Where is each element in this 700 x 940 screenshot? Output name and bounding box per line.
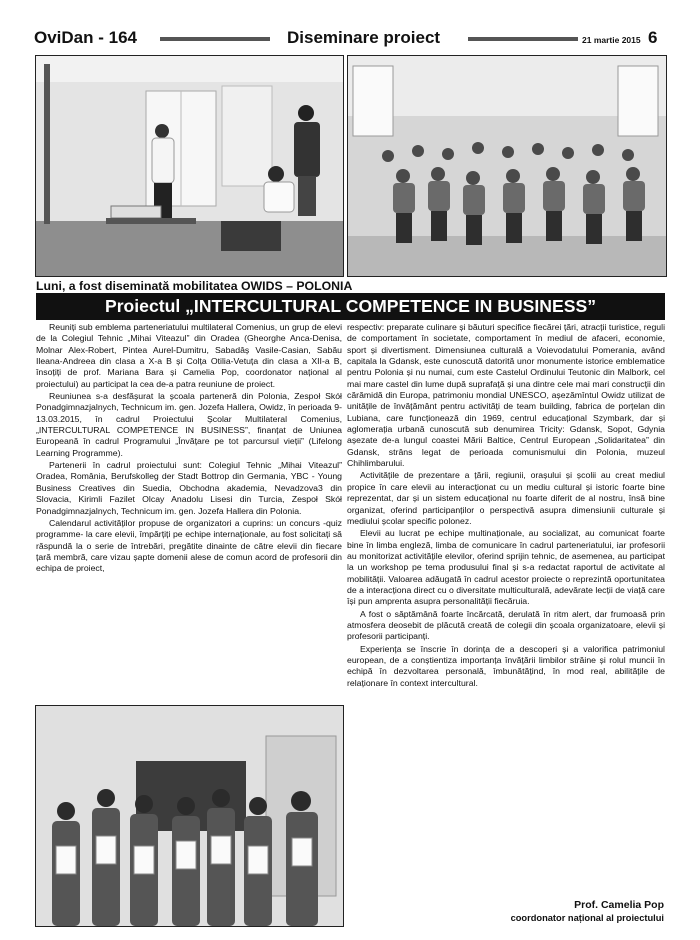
article-paragraph: Reuniunea s-a desfășurat la școala parteneră din Polonia, Zespoł Skół Ponadgimnazjalnych, Technicum im. gen. Jozefa Hallera, Owidz, în perioada 9-13.03.2015, în cadrul Proiectului Școlar Multilateral Comenius, „INTERCULTURAL COMPETENCE IN BUSINESS”, finanțat de Uniunea Europeană în cadrul Programului „Învățare pe tot parcursul vieții” (Lifelong Learning Programme). (36, 391, 342, 458)
header-rule-left (160, 37, 270, 41)
author-role: coordonator național al proiectului (510, 913, 664, 923)
article-paragraph: Reuniți sub emblema parteneriatului multilateral Comenius, un grup de elevi de la Colegiul Tehnic „Mihai Viteazul” din Oradea (Gheorghe Anca-Denisa, Molnar Alex-Robert, Pintea Aurel-Dumitru, Sabadâș Vasile-Casian, Sabău Ileana-Andreea din clasa a X-a B și Colța Otilia-Vetuța din clasa a XII-a B, însoțiți de prof. Mariana Bara și Camelia Pop, coordonator național al proiectului) au participat la cea de-a patra reuniune de proiect. (36, 322, 342, 389)
article-headline: Proiectul „INTERCULTURAL COMPETENCE IN BUSINESS” (36, 293, 665, 320)
article-paragraph: A fost o săptămână foarte încărcată, derulată în ritm alert, dar frumoasă prin atmosfera deosebit de plăcută creată de colegii din școala organizatoare, elevii și profesorii participanți. (347, 608, 665, 642)
photo-group-certificates (35, 705, 344, 927)
article-paragraph: Calendarul activităților propuse de organizatori a cuprins: un concurs -quiz programme- la care elevii, împărțiți pe echipe internaționale, au fost solicitați să răspundă la o serie de întrebări, pregătite dinainte de către elevii din fiecare țară membră, care vizau șapte domenii alese de comun acord de profesorii din echipa de proiect, (36, 517, 342, 574)
article-column-right (347, 322, 665, 690)
issue-date: 21 martie 2015 (582, 35, 641, 45)
newspaper-issue: OviDan - 164 (34, 28, 137, 47)
photo-classroom-presentation (35, 55, 344, 277)
article-paragraph: Partenerii în cadrul proiectului sunt: Colegiul Tehnic „Mihai Viteazul” Oradea, România, Berufskolleg der Stadt Bottrop din Germania, YBC - Young Business Creatives din Suedia, Obchodna akademia, Nevadzova3 din Slovacia, Kirimli Fazilet Olcay Anadolu Lisesi din Turcia, Zespoł Skół Ponadgimnazjalnych, Technicum im. gen. Jozefa Hallera din Polonia. (36, 460, 342, 516)
subheadline: Luni, a fost diseminată mobilitatea OWIDS – POLONIA (36, 279, 353, 293)
photo-audience (347, 55, 667, 277)
article-paragraph: respectiv: preparate culinare și băuturi specifice fiecărei țări, atracții turistice, reguli de comportament în societate, comportament în mediul de afaceri, economie, sport și divertisment. Dimensiunea culturală a Voievodatului Pomerania, având capitala la Gdansk, este cunoscută datorită unor monumente istorice emblematice pentru Polonia și nu numai, cum este Castelul Ordinului Teutonic din Malbork, cel mai mare castel din lume după suprafață și una dintre cele mai mari construcții din cărămidă din Europa, patrimoniu mondial UNESCO, așezămîntul Owidz utilizat de unitățile de învățământ pentru activități de team building, fabrica de porțelan din Lubiana, care funcționează din 1969, centrul educațional Szymbark, dar și aglomerația urbană cunoscută sub denumirea Tricity: Gdansk, Sopot, Gdynia așezate de-a lungul coastei Mării Baltice, Centrul European „Solidaritatea” din Gdansk, strâns legat de perioada comunismului din Polonia, muzeul Chihlimbarului. (347, 322, 665, 469)
page-header (34, 26, 664, 50)
author-signature (364, 899, 664, 924)
article-paragraph: Experiența se înscrie în dorința de a descoperi și a valorifica patrimoniul european, de a conștientiza importanța învățării limbilor străine și rolul muncii în echipă în dezvoltarea personală, îmbunătățind, în mod real, abilitățile de relaționare în context intercultural. (347, 643, 665, 688)
author-name: Prof. Camelia Pop (574, 899, 664, 911)
article-column-left (36, 322, 342, 576)
article-paragraph: Activitățile de prezentare a țării, regiunii, orașului și școlii au creat mediul propice în care elevii au interacționat cu un mediu cultural și istoric foarte bine reprezentat, dar și un sistem educațional nu foarte diferit de al nostru, însă bine organizat, oferind participanților o perspectivă asupra dimensiunii culturale și mediului școlar specific polonez. (347, 470, 665, 526)
section-title: Diseminare proiect (287, 28, 441, 47)
header-rule-right (468, 37, 578, 41)
article-paragraph: Elevii au lucrat pe echipe multinaționale, au socializat, au comunicat foarte bine în limba engleză, limba de comunicare în cadrul parteneriatului, iar profesorii au monitorizat activitățile elevilor, oferind sprijin tehnic, de asemenea, au participat la un workshop pe tema produsului final și s-a redactat raportul de activitate al mobilității. Valoarea adăugată în cadrul acestor proiecte o reprezintă oportunitatea de a interacționa direct cu o diversitate multiculturală, adevărate lecții de viață care își pun amprenta asupra personalității fiecăruia. (347, 528, 665, 607)
page-number: 6 (648, 28, 658, 47)
